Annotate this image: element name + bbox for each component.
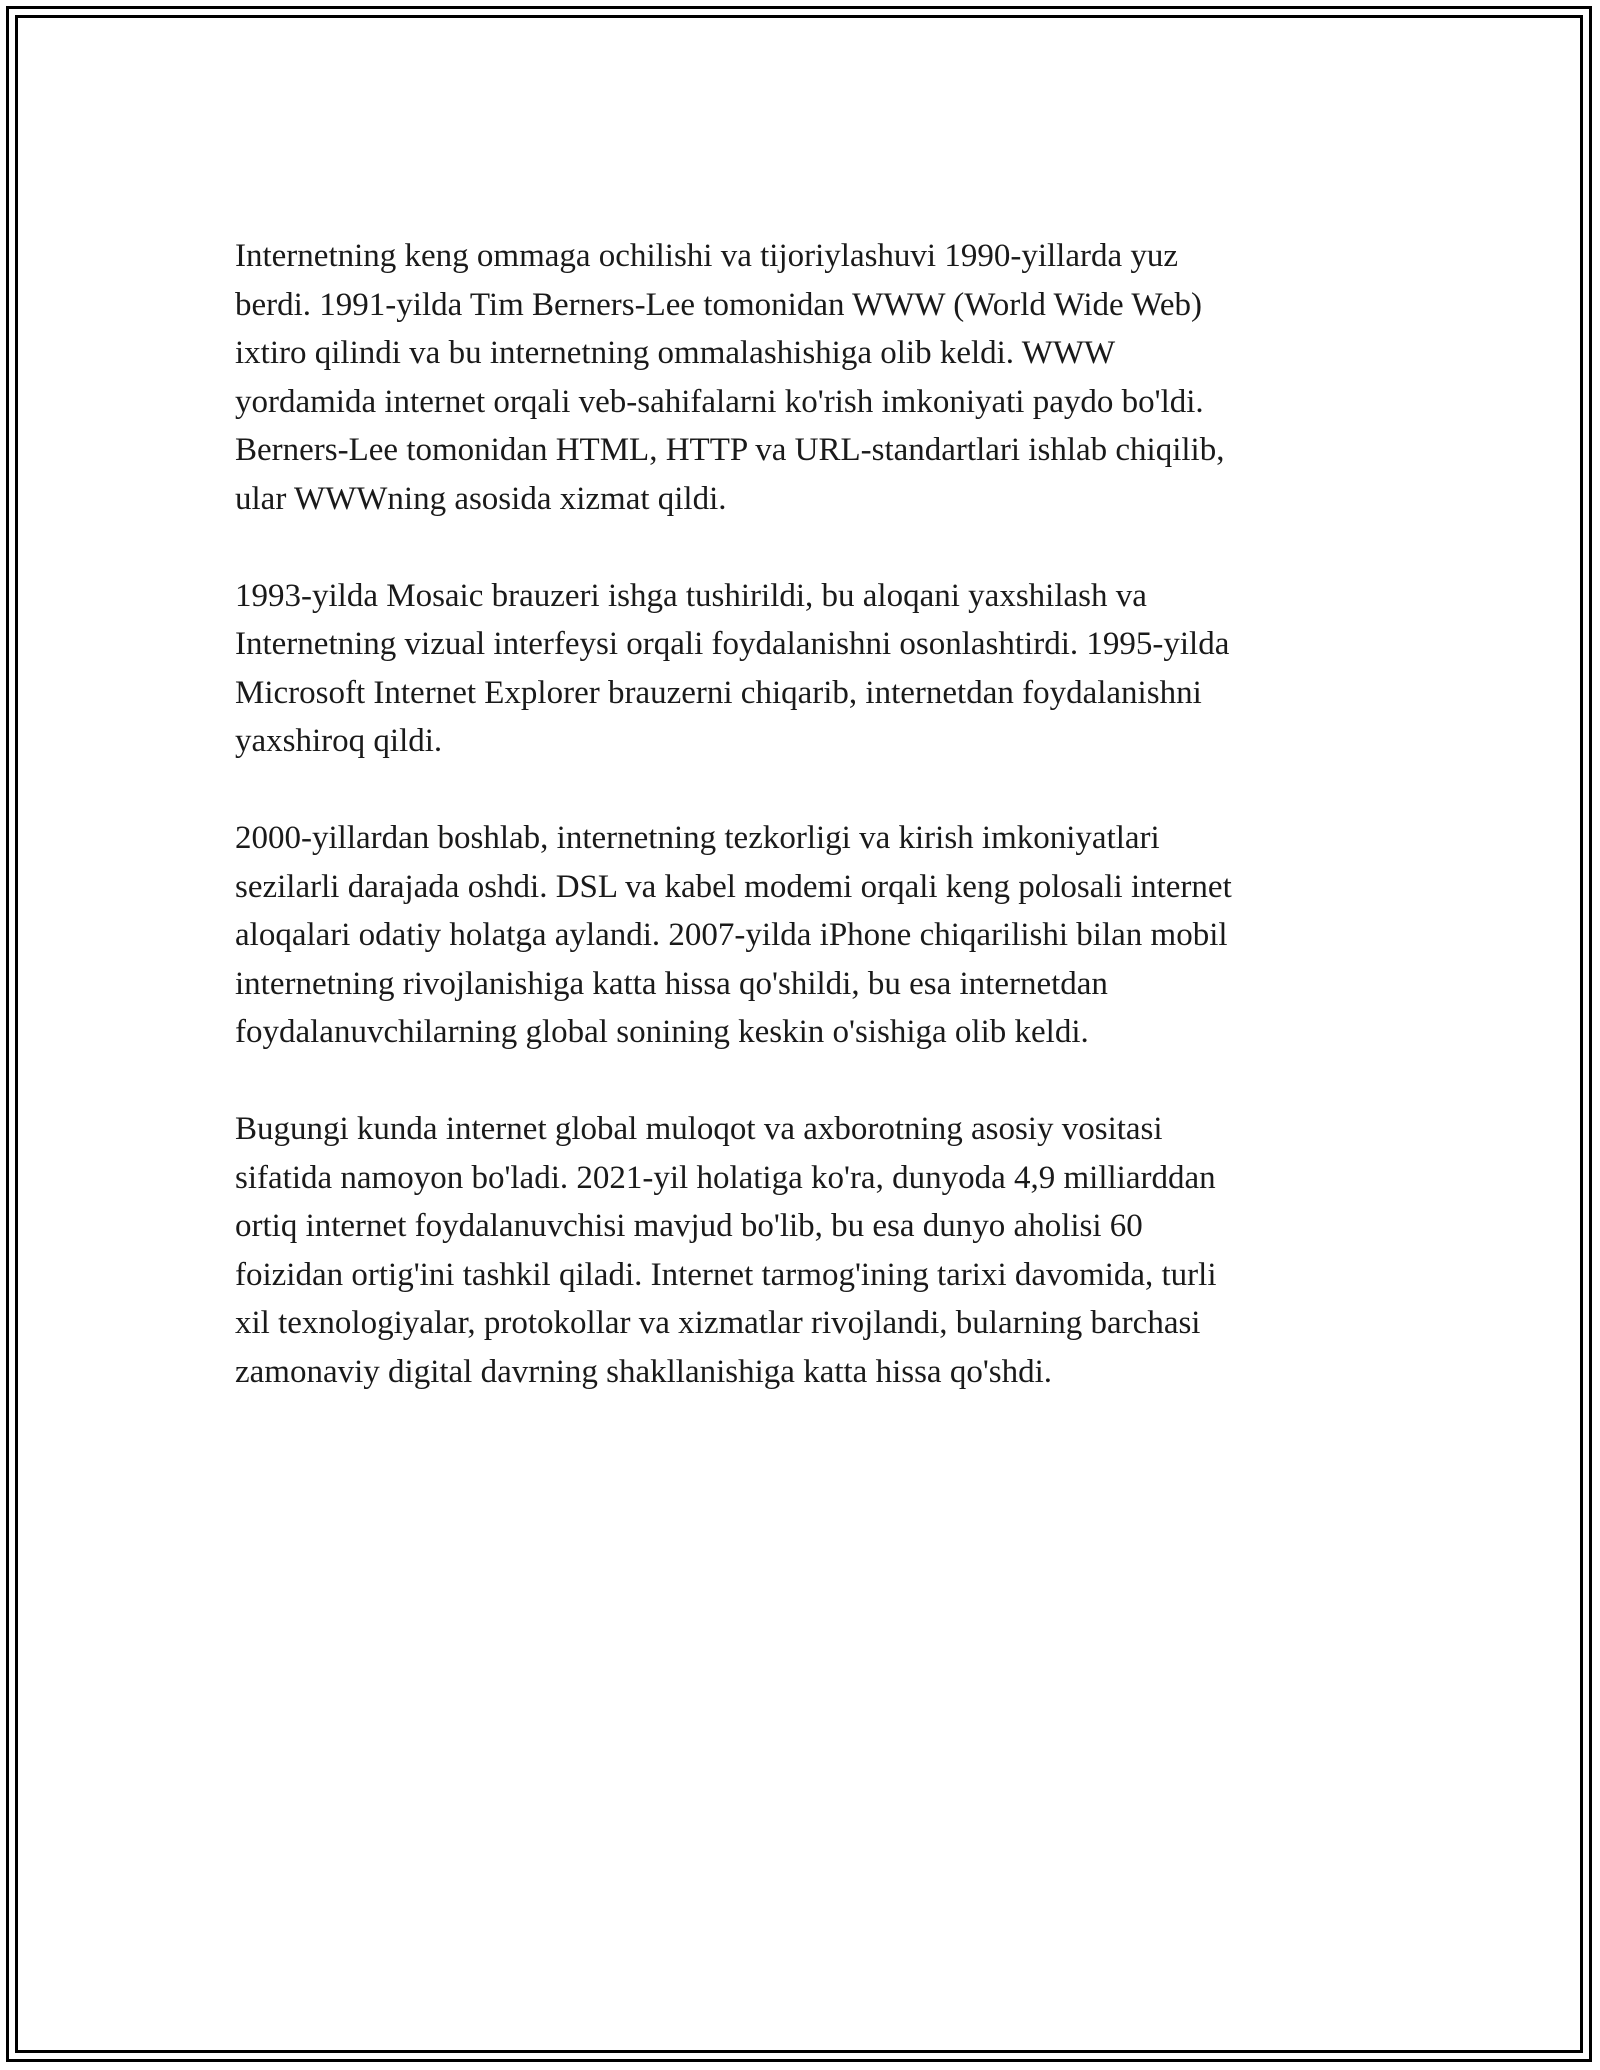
text-line: foydalanuvchilarning global sonining keskin o'sishiga olib keldi. xyxy=(235,1014,1089,1050)
text-line: internetning rivojlanishiga katta hissa qo'shildi, bu esa internetdan xyxy=(235,965,1108,1002)
text-line: ixtiro qilindi va bu internetning ommalashishiga olib keldi. WWW xyxy=(235,335,1116,371)
text-line: Microsoft Internet Explorer brauzerni chiqarib, internetdan foydalanishni xyxy=(235,674,1202,711)
text-line: yordamida internet orqali veb-sahifalarni ko'rish imkoniyati paydo bo'ldi. xyxy=(235,383,1204,420)
document-body xyxy=(235,232,1375,1445)
text-line: ular WWWning asosida xizmat qildi. xyxy=(235,480,727,517)
text-line: 1993-yilda Mosaic brauzeri ishga tushirildi, bu aloqani yaxshilash va xyxy=(235,577,1147,614)
text-line: sifatida namoyon bo'ladi. 2021-yil holatiga ko'ra, dunyoda 4,9 milliarddan xyxy=(235,1159,1216,1196)
text-line: Internetning vizual interfeysi orqali foydalanishni osonlashtirdi. 1995-yilda xyxy=(235,626,1230,662)
text-line: foizidan ortig'ini tashkil qiladi. Internet tarmog'ining tarixi davomida, turli xyxy=(235,1256,1217,1293)
text-line: zamonaviy digital davrning shakllanishiga katta hissa qo'shdi. xyxy=(235,1353,1053,1390)
text-line: Bugungi kunda internet global muloqot va axborotning asosiy vositasi xyxy=(235,1111,1163,1147)
text-line: sezilarli darajada oshdi. DSL va kabel modemi orqali keng polosali internet xyxy=(235,868,1232,905)
text-line: yaxshiroq qildi. xyxy=(235,723,443,759)
paragraph-2 xyxy=(235,572,1375,766)
text-line: aloqalari odatiy holatga aylandi. 2007-yilda iPhone chiqarilishi bilan mobil xyxy=(235,917,1228,953)
text-line: xil texnologiyalar, protokollar va xizmatlar rivojlandi, bularning barchasi xyxy=(235,1305,1201,1341)
paragraph-1 xyxy=(235,232,1375,523)
text-line: 2000-yillardan boshlab, internetning tezkorligi va kirish imkoniyatlari xyxy=(235,820,1160,856)
paragraph-4 xyxy=(235,1105,1375,1396)
text-line: berdi. 1991-yilda Tim Berners-Lee tomonidan WWW (World Wide Web) xyxy=(235,286,1202,323)
text-line: ortiq internet foydalanuvchisi mavjud bo'lib, bu esa dunyo aholisi 60 xyxy=(235,1208,1143,1244)
paragraph-3 xyxy=(235,814,1375,1057)
text-line: Berners-Lee tomonidan HTML, HTTP va URL-standartlari ishlab chiqilib, xyxy=(235,432,1225,468)
text-line: Internetning keng ommaga ochilishi va tijoriylashuvi 1990-yillarda yuz xyxy=(235,238,1179,274)
